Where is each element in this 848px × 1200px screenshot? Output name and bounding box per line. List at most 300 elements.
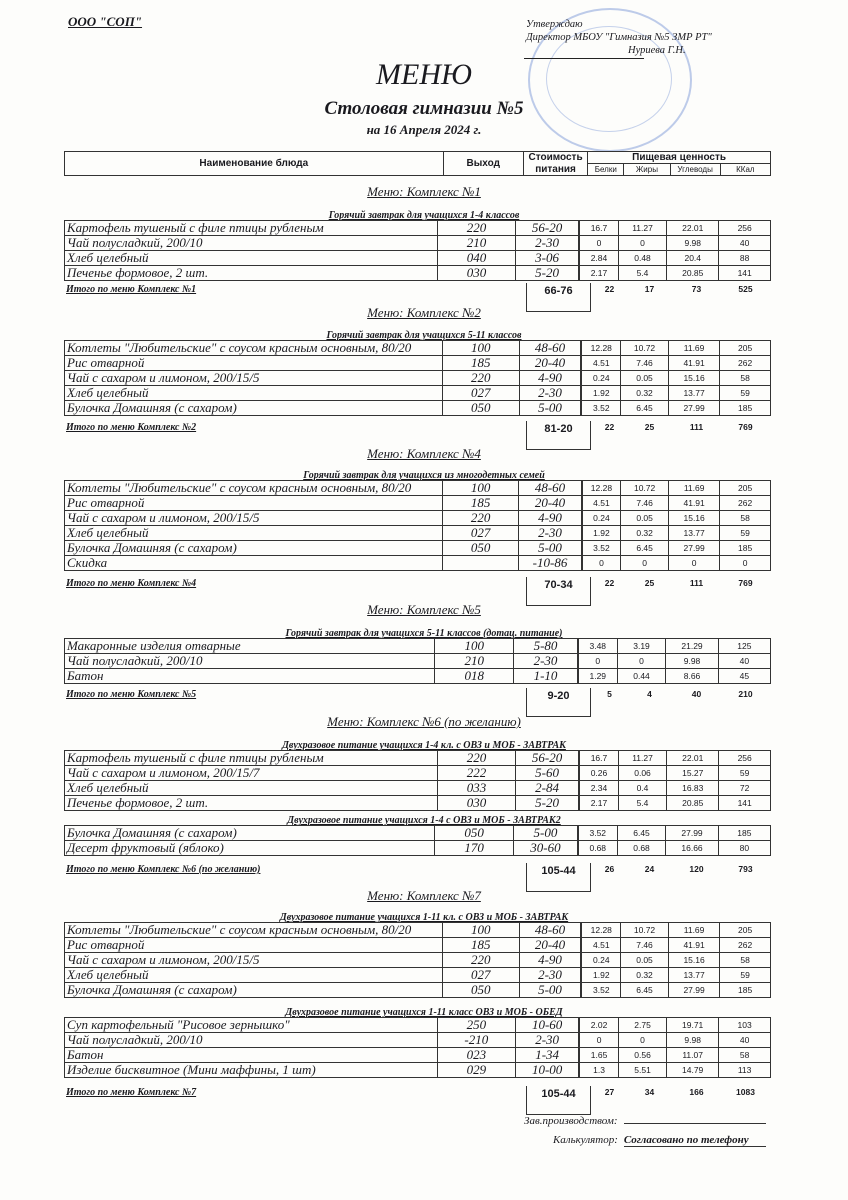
total-fat: 4 [647,689,652,699]
dish-fat: 0.56 [618,1048,666,1063]
col-kcal: ККал [720,164,770,176]
dish-fat: 0 [617,654,665,669]
dish-cost: 2-30 [519,386,581,401]
column-header-table [64,151,771,176]
menu-group-title: Горячий завтрак для учащихся из многодетных семей [303,470,545,481]
calculator-sign [553,1134,766,1147]
total-protein: 22 [604,422,615,432]
dish-cost: 4-90 [519,953,581,968]
dish-kcal: 262 [720,356,771,371]
dish-output: 185 [443,356,520,371]
col-fat: Жиры [624,164,670,176]
dish-carbs: 27.99 [668,541,719,556]
table-row [65,781,771,796]
dish-kcal: 125 [718,639,770,654]
table-row [65,796,771,811]
dish-output: 100 [443,341,520,356]
total-cost: 105-44 [526,863,591,892]
dish-kcal: 205 [720,341,771,356]
dish-carbs: 13.77 [668,386,719,401]
dish-cost: 2-30 [516,236,579,251]
dish-name: Котлеты "Любительские" с соусом красным основным, 80/20 [65,923,443,938]
dish-output: 222 [437,766,515,781]
dish-fat: 0.48 [618,251,666,266]
dish-fat: 10.72 [621,481,669,496]
dish-output: 185 [442,496,518,511]
dish-output: 170 [435,841,514,856]
dish-output: 220 [437,221,515,236]
dish-cost: 10-00 [516,1063,579,1078]
dish-name: Изделие бисквитное (Мини маффины, 1 шт) [65,1063,438,1078]
menu-section-title: Меню: Комплекс №7 [367,888,481,903]
approve-position: Директор МБОУ "Гимназия №5 ЗМР РТ" [526,32,712,43]
dish-kcal: 58 [720,953,771,968]
total-carbs: 111 [689,578,704,588]
total-cost: 9-20 [526,688,591,717]
col-cost-1: Стоимость [523,152,587,164]
page-subtitle: Столовая гимназии №5 [324,98,524,119]
dish-carbs: 16.83 [667,781,719,796]
total-kcal: 525 [738,284,753,294]
dish-output: 100 [442,481,518,496]
dish-protein: 1.29 [578,669,617,684]
col-protein: Белки [588,164,624,176]
dish-kcal: 185 [718,826,770,841]
total-protein: 26 [604,864,615,874]
dish-protein: 3.52 [582,541,621,556]
dish-fat: 0 [618,236,666,251]
production-signature-field [624,1123,766,1124]
total-fat: 34 [644,1087,655,1097]
col-cost-2: питания [523,164,587,176]
dish-fat: 6.45 [621,541,669,556]
table-row [65,526,771,541]
dish-carbs: 15.16 [668,371,719,386]
dish-cost: 5-80 [514,639,577,654]
dish-name: Рис отварной [65,356,443,371]
dish-protein: 3.52 [582,401,621,416]
table-row [65,511,771,526]
dish-kcal: 80 [718,841,770,856]
dish-output: 100 [443,923,520,938]
dish-name: Картофель тушеный с филе птицы рубленым [65,751,438,766]
dish-carbs: 22.01 [667,221,719,236]
dish-kcal: 40 [719,236,771,251]
dish-kcal: 58 [720,511,771,526]
dish-kcal: 205 [720,923,771,938]
dish-protein: 0.24 [582,371,621,386]
dish-fat: 0.05 [621,511,669,526]
dish-fat: 7.46 [621,938,669,953]
dish-carbs: 21.29 [666,639,719,654]
table-row [65,1033,771,1048]
dish-kcal: 59 [719,766,771,781]
dish-name: Булочка Домашняя (с сахаром) [65,826,435,841]
dish-kcal: 113 [719,1063,771,1078]
dish-output: 027 [443,386,520,401]
dish-carbs: 27.99 [668,401,719,416]
dish-kcal: 59 [720,968,771,983]
dish-protein: 1.3 [580,1063,619,1078]
table-row [65,841,771,856]
dish-fat: 0.4 [618,781,666,796]
dish-fat: 7.46 [621,356,669,371]
dish-cost: 48-60 [519,923,581,938]
dish-carbs: 27.99 [666,826,719,841]
dish-name: Рис отварной [65,496,443,511]
menu-table [64,480,771,571]
total-fat: 24 [644,864,655,874]
production-sign [524,1115,766,1127]
dish-fat: 5.51 [618,1063,666,1078]
organization-name: ООО "СОП" [68,14,143,29]
dish-protein: 1.92 [582,386,621,401]
dish-cost: 2-30 [516,1033,579,1048]
dish-fat: 0.32 [621,526,669,541]
dish-carbs: 15.16 [668,953,719,968]
dish-protein: 2.84 [580,251,619,266]
table-row [65,751,771,766]
dish-output: 040 [437,251,515,266]
dish-output: 050 [443,983,520,998]
dish-carbs: 0 [668,556,719,571]
total-carbs: 166 [689,1087,704,1097]
dish-output: 220 [442,511,518,526]
dish-cost: 5-20 [516,266,579,281]
dish-protein: 3.52 [578,826,617,841]
dish-protein: 0.24 [582,511,621,526]
menu-table [64,1017,771,1078]
dish-output: 029 [437,1063,515,1078]
table-row [65,826,771,841]
dish-kcal: 58 [719,1048,771,1063]
dish-protein: 2.17 [580,796,619,811]
table-row [65,639,771,654]
dish-output: 210 [437,236,515,251]
dish-name: Хлеб целебный [65,386,443,401]
table-row [65,266,771,281]
dish-kcal: 72 [719,781,771,796]
menu-group-title: Двухразовое питание учащихся 1-4 кл. с ОВЗ и МОБ - ЗАВТРАК [282,740,566,751]
dish-carbs: 14.79 [667,1063,719,1078]
dish-cost: -10-86 [519,556,581,571]
dish-carbs: 27.99 [668,983,719,998]
dish-protein: 0.26 [580,766,619,781]
dish-cost: 20-40 [519,496,581,511]
dish-output: 030 [437,796,515,811]
dish-name: Котлеты "Любительские" с соусом красным основным, 80/20 [65,341,443,356]
dish-output: -210 [437,1033,515,1048]
dish-fat: 6.45 [621,983,669,998]
dish-cost: 48-60 [519,341,581,356]
table-row [65,481,771,496]
dish-cost: 3-06 [516,251,579,266]
dish-cost: 30-60 [514,841,578,856]
dish-carbs: 11.69 [668,923,719,938]
dish-kcal: 256 [719,221,771,236]
dish-fat: 0.06 [618,766,666,781]
approval-block [526,18,712,57]
dish-carbs: 20.85 [667,796,719,811]
dish-carbs: 13.77 [668,526,719,541]
dish-name: Булочка Домашняя (с сахаром) [65,983,443,998]
menu-total-row [64,421,771,437]
dish-fat: 0 [621,556,669,571]
dish-output: 018 [435,669,514,684]
dish-name: Печенье формовое, 2 шт. [65,796,438,811]
dish-carbs: 20.4 [667,251,719,266]
dish-name: Печенье формовое, 2 шт. [65,266,438,281]
menu-group-title: Горячий завтрак для учащихся 5-11 классов (дотац. питание) [285,628,563,639]
dish-cost: 48-60 [519,481,581,496]
dish-cost: 56-20 [516,751,579,766]
table-row [65,401,771,416]
dish-output: 033 [437,781,515,796]
approve-name: Нуриева Г.Н. [628,45,686,56]
total-protein: 22 [604,578,615,588]
total-cost: 105-44 [526,1086,591,1115]
dish-kcal: 58 [720,371,771,386]
dish-carbs: 41.91 [668,356,719,371]
dish-output: 250 [437,1018,515,1033]
dish-protein: 2.34 [580,781,619,796]
menu-total-row [64,1086,771,1102]
approve-label: Утверждаю [526,19,583,30]
total-label: Итого по меню Комплекс №2 [66,422,197,433]
col-carbs: Углеводы [670,164,720,176]
dish-carbs: 9.98 [666,654,719,669]
dish-cost: 2-30 [514,654,577,669]
dish-protein: 0.24 [582,953,621,968]
calculator-label: Калькулятор: [553,1134,618,1146]
dish-kcal: 88 [719,251,771,266]
dish-carbs: 15.27 [667,766,719,781]
dish-fat: 0.32 [621,968,669,983]
table-row [65,766,771,781]
dish-cost: 2-30 [519,968,581,983]
menu-total-row [64,283,771,299]
dish-protein: 2.17 [580,266,619,281]
table-row [65,953,771,968]
dish-output: 050 [435,826,514,841]
dish-name: Чай с сахаром и лимоном, 200/15/5 [65,953,443,968]
dish-output: 023 [437,1048,515,1063]
total-carbs: 120 [689,864,704,874]
total-cost: 70-34 [526,577,591,606]
menu-total-row [64,577,771,593]
dish-carbs: 13.77 [668,968,719,983]
dish-carbs: 16.66 [666,841,719,856]
dish-name: Чай полусладкий, 200/10 [65,236,438,251]
dish-carbs: 15.16 [668,511,719,526]
table-row [65,1048,771,1063]
menu-total-row [64,863,771,879]
col-output: Выход [443,152,523,176]
menu-group-title: Двухразовое питание учащихся 1-4 с ОВЗ и МОБ - ЗАВТРАК2 [287,815,561,826]
total-carbs: 40 [691,689,702,699]
dish-fat: 7.46 [621,496,669,511]
menu-table [64,825,771,856]
dish-protein: 3.48 [578,639,617,654]
dish-fat: 0.68 [617,841,665,856]
dish-kcal: 185 [720,401,771,416]
total-label: Итого по меню Комплекс №7 [66,1087,197,1098]
dish-cost: 2-84 [516,781,579,796]
table-row [65,654,771,669]
dish-output: 027 [443,968,520,983]
dish-output: 027 [442,526,518,541]
dish-fat: 2.75 [618,1018,666,1033]
dish-name: Суп картофельный "Рисовое зернышко" [65,1018,438,1033]
dish-name: Батон [65,669,435,684]
menu-group-title: Двухразовое питание учащихся 1-11 кл. с ОВЗ и МОБ - ЗАВТРАК [279,912,569,923]
dish-protein: 12.28 [582,341,621,356]
dish-cost: 5-60 [516,766,579,781]
table-row [65,923,771,938]
dish-fat: 3.19 [617,639,665,654]
dish-output: 220 [443,371,520,386]
total-kcal: 210 [738,689,753,699]
menu-date: на 16 Апреля 2024 г. [366,122,482,137]
dish-kcal: 262 [720,938,771,953]
dish-carbs: 11.69 [668,481,719,496]
total-label: Итого по меню Комплекс №5 [66,689,197,700]
dish-kcal: 59 [720,526,771,541]
menu-table [64,220,771,281]
dish-cost: 10-60 [516,1018,579,1033]
dish-fat: 6.45 [621,401,669,416]
dish-output: 220 [437,751,515,766]
dish-kcal: 185 [720,983,771,998]
total-carbs: 111 [689,422,704,432]
dish-cost: 4-90 [519,511,581,526]
dish-carbs: 9.98 [667,236,719,251]
dish-protein: 2.02 [580,1018,619,1033]
dish-cost: 1-34 [516,1048,579,1063]
dish-output: 100 [435,639,514,654]
dish-carbs: 41.91 [668,496,719,511]
table-row [65,251,771,266]
dish-kcal: 103 [719,1018,771,1033]
dish-protein: 16.7 [580,751,619,766]
table-row [65,371,771,386]
dish-fat: 0 [618,1033,666,1048]
dish-protein: 4.51 [582,496,621,511]
dish-kcal: 141 [719,266,771,281]
dish-fat: 0.05 [621,953,669,968]
dish-output: 220 [443,953,520,968]
dish-carbs: 22.01 [667,751,719,766]
dish-fat: 0.32 [621,386,669,401]
total-carbs: 73 [691,284,702,294]
dish-name: Хлеб целебный [65,526,443,541]
total-kcal: 793 [738,864,753,874]
menu-table [64,638,771,684]
dish-name: Котлеты "Любительские" с соусом красным основным, 80/20 [65,481,443,496]
dish-name: Батон [65,1048,438,1063]
dish-cost: 5-20 [516,796,579,811]
dish-cost: 20-40 [519,938,581,953]
dish-fat: 11.27 [618,221,666,236]
total-kcal: 769 [738,422,753,432]
menu-table [64,750,771,811]
dish-cost: 5-00 [519,541,581,556]
dish-output: 210 [435,654,514,669]
dish-protein: 12.28 [582,923,621,938]
dish-name: Рис отварной [65,938,443,953]
table-row [65,386,771,401]
dish-cost: 4-90 [519,371,581,386]
dish-output: 050 [443,401,520,416]
dish-name: Хлеб целебный [65,251,438,266]
dish-protein: 0 [578,654,617,669]
calculator-value: Согласовано по телефону [624,1134,766,1147]
total-fat: 17 [644,284,655,294]
total-kcal: 769 [738,578,753,588]
menu-section-title: Меню: Комплекс №1 [367,184,481,199]
dish-kcal: 185 [720,541,771,556]
total-label: Итого по меню Комплекс №4 [66,578,197,589]
menu-section-title: Меню: Комплекс №6 (по желанию) [327,714,521,729]
production-label: Зав.производством: [524,1115,618,1127]
dish-name: Макаронные изделия отварные [65,639,435,654]
total-protein: 5 [607,689,612,699]
dish-kcal: 205 [720,481,771,496]
dish-protein: 1.92 [582,968,621,983]
table-row [65,341,771,356]
dish-carbs: 41.91 [668,938,719,953]
table-row [65,968,771,983]
total-kcal: 1083 [736,1087,755,1097]
dish-fat: 11.27 [618,751,666,766]
table-row [65,669,771,684]
dish-fat: 5.4 [618,796,666,811]
menu-section-title: Меню: Комплекс №5 [367,602,481,617]
dish-cost: 1-10 [514,669,577,684]
dish-carbs: 9.98 [667,1033,719,1048]
dish-name: Чай полусладкий, 200/10 [65,1033,438,1048]
menu-group-title: Горячий завтрак для учащихся 5-11 классов [326,330,522,341]
dish-fat: 0.44 [617,669,665,684]
dish-name: Чай с сахаром и лимоном, 200/15/7 [65,766,438,781]
dish-cost: 5-00 [519,401,581,416]
dish-name: Картофель тушеный с филе птицы рубленым [65,221,438,236]
dish-protein: 4.51 [582,356,621,371]
dish-kcal: 40 [718,654,770,669]
total-protein: 27 [604,1087,615,1097]
dish-name: Чай полусладкий, 200/10 [65,654,435,669]
dish-carbs: 11.69 [668,341,719,356]
total-cost: 66-76 [526,283,591,312]
table-row [65,983,771,998]
menu-table [64,922,771,998]
dish-name: Чай с сахаром и лимоном, 200/15/5 [65,511,443,526]
dish-kcal: 59 [720,386,771,401]
dish-fat: 5.4 [618,266,666,281]
total-protein: 22 [604,284,615,294]
dish-protein: 12.28 [582,481,621,496]
dish-output: 185 [443,938,520,953]
dish-name: Скидка [65,556,443,571]
total-cost: 81-20 [526,421,591,450]
dish-fat: 10.72 [621,923,669,938]
dish-cost: 5-00 [519,983,581,998]
dish-kcal: 262 [720,496,771,511]
dish-cost: 5-00 [514,826,578,841]
table-row [65,938,771,953]
menu-group-title: Двухразовое питание учащихся 1-11 класс ОВЗ и МОБ - ОБЕД [285,1007,563,1018]
dish-cost: 56-20 [516,221,579,236]
